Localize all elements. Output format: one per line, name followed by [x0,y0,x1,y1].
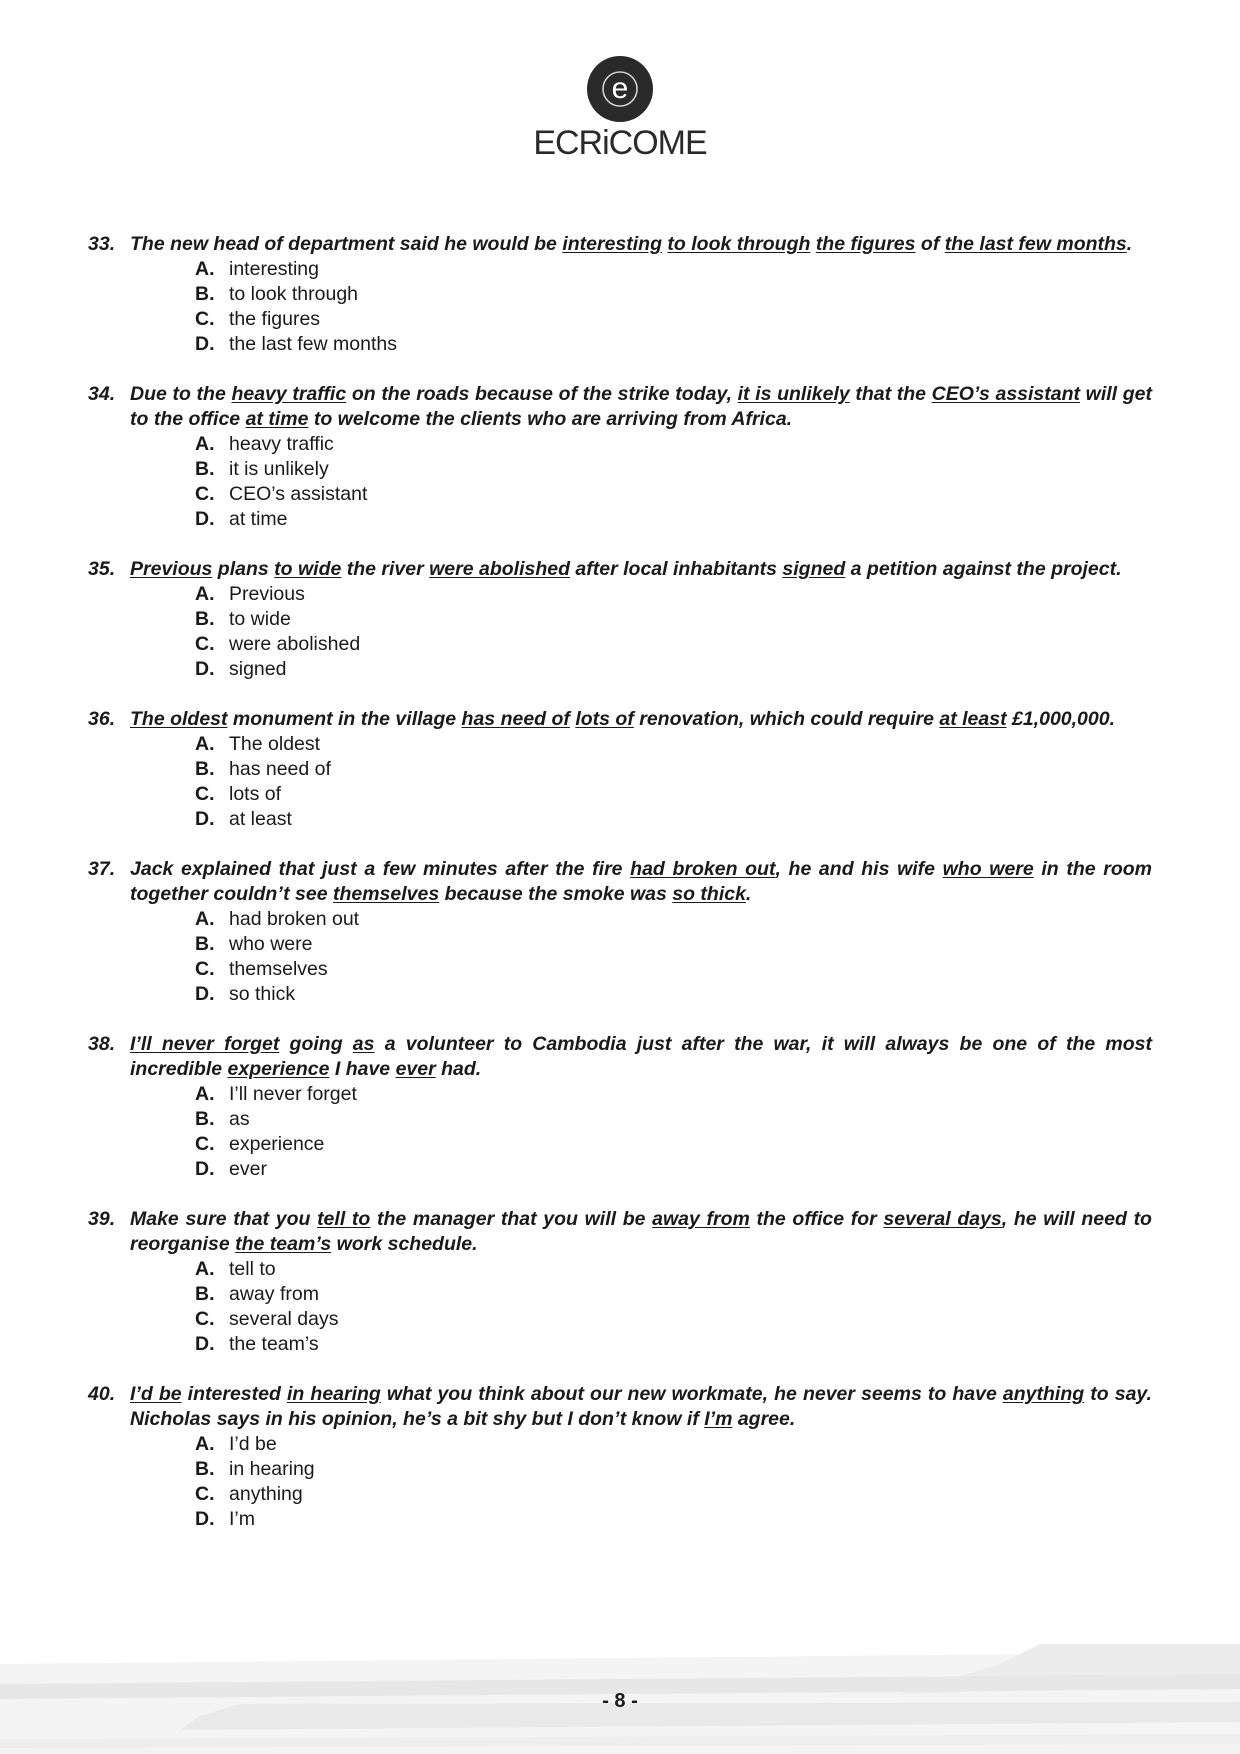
option-letter [195,1482,229,1507]
option-text: Previous [229,583,305,605]
answer-option [195,1332,1152,1357]
question-text-segment: after local inhabitants [570,558,783,580]
option-letter [195,582,229,607]
option-letter-text: D [195,1333,210,1355]
question-text [130,1032,1152,1082]
answer-option [195,782,1152,807]
question-text [130,1207,1152,1257]
question-item [88,382,1152,532]
option-letter-text: B [195,608,210,630]
answer-option [195,607,1152,632]
underlined-phrase: heavy traffic [231,383,347,405]
option-letter-text: D [195,333,210,355]
option-letter [195,1507,229,1532]
question-text-segment: because the smoke was [439,883,673,905]
answer-option [195,432,1152,457]
underlined-phrase: CEO’s assistant [931,383,1081,405]
option-letter-text: D [195,1508,210,1530]
option-letter [195,807,229,832]
answer-options [130,432,1152,532]
page-number: - 8 - [602,1690,638,1712]
option-letter-text: A [195,258,210,280]
question-text-segment: a volunteer to Cambodia just after the war, it will always be one of the most incredible [130,1033,1152,1080]
question-list [88,232,1152,1557]
question-item [88,557,1152,682]
question-text-segment: Jack explained that just a few minutes after the fire [130,858,631,880]
question-text-segment: will get to the office [130,383,1152,430]
question-item [88,1207,1152,1357]
option-letter [195,282,229,307]
option-letter-text: D [195,808,210,830]
option-letter [195,632,229,657]
underlined-phrase: had broken out [630,858,776,880]
answer-option [195,932,1152,957]
underlined-phrase: in hearing [286,1383,381,1405]
answer-option [195,1282,1152,1307]
question-text-segment: work schedule. [331,1233,478,1255]
question-text [130,232,1152,257]
underlined-phrase: lots of [575,708,634,730]
underlined-phrase: signed [782,558,846,580]
option-letter-dot: . [209,433,215,455]
option-letter [195,1132,229,1157]
question-text-segment: monument in the village [227,708,462,730]
option-text: lots of [229,783,282,805]
underlined-phrase: experience [227,1058,330,1080]
option-text: away from [229,1283,319,1305]
option-letter-dot: . [209,1133,215,1155]
underlined-phrase: The oldest [130,708,228,730]
question-text-segment: a petition against the project. [845,558,1122,580]
option-letter [195,1432,229,1457]
question-text-segment: on the roads because of the strike today, [346,383,738,405]
option-letter [195,957,229,982]
option-text: several days [229,1308,339,1330]
answer-option [195,1457,1152,1482]
question-text-segment: , he and his wife [775,858,943,880]
question-item [88,707,1152,832]
option-letter-dot: . [209,1283,215,1305]
answer-options [130,1082,1152,1182]
underlined-phrase: to look through [667,233,811,255]
answer-options [130,582,1152,682]
option-letter [195,432,229,457]
option-letter [195,932,229,957]
question-text [130,857,1152,907]
option-letter-text: C [195,633,210,655]
underlined-phrase: so thick [672,883,746,905]
option-letter-text: B [195,1108,210,1130]
option-text: the last few months [229,333,397,355]
question-number: 38. [88,1033,116,1055]
option-letter-text: C [195,958,210,980]
option-letter [195,1157,229,1182]
option-letter-text: D [195,1158,210,1180]
option-letter [195,757,229,782]
underlined-phrase: the last few months [944,233,1127,255]
question-item [88,1382,1152,1532]
option-letter-dot: . [209,1458,215,1480]
ecricome-e-logo-icon [587,56,653,122]
question-text [130,382,1152,432]
option-letter-dot: . [209,1158,215,1180]
option-letter-text: B [195,458,210,480]
option-letter [195,1282,229,1307]
answer-option [195,307,1152,332]
question-text-segment: Due to the [130,383,232,405]
question-text [130,707,1152,732]
option-letter-dot: . [209,1433,215,1455]
option-letter-text: A [195,433,210,455]
option-text: anything [229,1483,303,1505]
svg-text:e: e [611,72,629,105]
option-letter-dot: . [209,483,215,505]
question-number: 35. [88,558,116,580]
underlined-phrase: I’ll never forget [130,1033,280,1055]
question-text-segment: interested [181,1383,287,1405]
question-number: 37. [88,858,116,880]
option-text: as [229,1108,250,1130]
option-letter-text: C [195,1133,210,1155]
option-letter-text: C [195,483,210,505]
answer-option [195,257,1152,282]
question-number: 33. [88,233,116,255]
answer-options [130,732,1152,832]
option-letter-text: A [195,908,210,930]
option-letter-dot: . [209,808,215,830]
question-text-segment: I have [329,1058,396,1080]
answer-option [195,807,1152,832]
option-text: to wide [229,608,291,630]
option-letter-dot: . [209,608,215,630]
option-letter-dot: . [209,333,215,355]
question-text-segment: . [1126,233,1133,255]
option-letter [195,1082,229,1107]
option-letter-text: A [195,1083,210,1105]
option-text: CEO’s assistant [229,483,368,505]
answer-options [130,1257,1152,1357]
option-letter-text: C [195,1483,210,1505]
option-text: were abolished [229,633,361,655]
answer-option [195,1107,1152,1132]
option-letter-dot: . [209,458,215,480]
answer-option [195,957,1152,982]
option-text: signed [229,658,287,680]
option-text: had broken out [229,908,360,930]
answer-option [195,1432,1152,1457]
option-letter-text: B [195,283,210,305]
question-text-segment: plans [212,558,275,580]
option-letter-dot: . [209,658,215,680]
answer-option [195,332,1152,357]
question-number: 40. [88,1383,116,1405]
question-text-segment: of [915,233,945,255]
option-letter-text: D [195,658,210,680]
option-letter-dot: . [209,1108,215,1130]
option-letter-dot: . [209,1083,215,1105]
brand-name: ECRiCOME [533,124,707,162]
option-text: themselves [229,958,328,980]
option-letter [195,1457,229,1482]
option-letter-text: A [195,1258,210,1280]
question-number: 36. [88,708,116,730]
answer-option [195,1507,1152,1532]
option-text: I’d be [229,1433,277,1455]
answer-option [195,1482,1152,1507]
underlined-phrase: the figures [815,233,916,255]
question-text-segment: . [745,883,752,905]
option-letter [195,907,229,932]
option-letter-dot: . [209,1333,215,1355]
answer-option [195,657,1152,682]
option-letter-dot: . [209,958,215,980]
question-text-segment: to say. Nicholas says in his opinion, he’s a bit shy but I don’t know if [130,1383,1152,1430]
question-text-segment: in the room together couldn’t see [130,858,1152,905]
underlined-phrase: ever [395,1058,436,1080]
option-text: I’m [229,1508,255,1530]
question-item [88,857,1152,1007]
option-text: the team’s [229,1333,319,1355]
answer-option [195,1082,1152,1107]
question-text-segment: , he will need to reorganise [130,1208,1152,1255]
answer-option [195,732,1152,757]
underlined-phrase: themselves [332,883,440,905]
answer-option [195,1257,1152,1282]
option-letter [195,1107,229,1132]
option-letter-dot: . [209,783,215,805]
option-text: ever [229,1158,267,1180]
option-letter-dot: . [209,508,215,530]
underlined-phrase: Previous [130,558,213,580]
option-text: interesting [229,258,319,280]
option-letter [195,507,229,532]
answer-options [130,257,1152,357]
option-letter [195,457,229,482]
option-letter-text: C [195,1308,210,1330]
option-text: heavy traffic [229,433,334,455]
answer-option [195,582,1152,607]
question-text-segment: that the [849,383,932,405]
option-letter-dot: . [209,308,215,330]
option-letter-dot: . [209,983,215,1005]
option-text: at least [229,808,292,830]
question-text-segment: what you think about our new workmate, he never seems to have [380,1383,1003,1405]
answer-option [195,457,1152,482]
option-letter [195,332,229,357]
underlined-phrase: at least [939,708,1007,730]
option-text: I’ll never forget [229,1083,357,1105]
option-text: the figures [229,308,321,330]
option-text: to look through [229,283,359,305]
option-letter-text: A [195,583,210,605]
underlined-phrase: away from [652,1208,750,1230]
option-letter-dot: . [209,633,215,655]
question-text-segment: Make sure that you [130,1208,318,1230]
answer-option [195,1307,1152,1332]
answer-option [195,907,1152,932]
option-letter-dot: . [209,758,215,780]
question-text-segment: renovation, which could require [633,708,940,730]
underlined-phrase: has need of [461,708,570,730]
option-text: so thick [229,983,296,1005]
question-item [88,1032,1152,1182]
question-item [88,232,1152,357]
underlined-phrase: anything [1002,1383,1085,1405]
option-letter-dot: . [209,933,215,955]
option-letter [195,732,229,757]
answer-option [195,507,1152,532]
answer-option [195,282,1152,307]
question-text-segment: £1,000,000. [1006,708,1116,730]
option-letter [195,307,229,332]
question-text [130,557,1152,582]
answer-options [130,1432,1152,1532]
option-text: The oldest [229,733,321,755]
option-text: at time [229,508,288,530]
answer-option [195,982,1152,1007]
option-letter [195,1307,229,1332]
option-letter-text: B [195,933,210,955]
question-number: 34. [88,383,116,405]
question-text-segment: agree. [732,1408,796,1430]
option-text: in hearing [229,1458,315,1480]
answer-option [195,1132,1152,1157]
option-text: experience [229,1133,325,1155]
option-text: tell to [229,1258,276,1280]
option-letter-text: D [195,983,210,1005]
option-letter-dot: . [209,283,215,305]
option-letter-text: C [195,308,210,330]
option-letter [195,1257,229,1282]
option-letter-dot: . [209,1308,215,1330]
option-letter [195,982,229,1007]
question-text-segment: the river [341,558,430,580]
option-letter [195,782,229,807]
answer-options [130,907,1152,1007]
option-letter-dot: . [209,733,215,755]
option-letter [195,607,229,632]
question-text-segment: had. [435,1058,482,1080]
option-letter-text: A [195,1433,210,1455]
underlined-phrase: it is unlikely [737,383,850,405]
question-text-segment: the office for [749,1208,884,1230]
answer-option [195,757,1152,782]
option-letter-dot: . [209,258,215,280]
header-logo [0,56,1240,163]
question-text-segment: the manager that you will be [370,1208,653,1230]
option-letter-text: B [195,758,210,780]
option-letter-dot: . [209,1483,215,1505]
question-text-segment: to welcome the clients who are arriving from Africa. [308,408,793,430]
option-letter-text: C [195,783,210,805]
question-text-segment: going [279,1033,353,1055]
question-text [130,1382,1152,1432]
option-letter-dot: . [209,1258,215,1280]
underlined-phrase: several days [883,1208,1002,1230]
option-letter [195,657,229,682]
underlined-phrase: I’m [704,1408,733,1430]
option-text: who were [229,933,313,955]
underlined-phrase: were abolished [429,558,571,580]
answer-option [195,632,1152,657]
underlined-phrase: who were [942,858,1034,880]
underlined-phrase: tell to [317,1208,371,1230]
underlined-phrase: I’d be [130,1383,182,1405]
underlined-phrase: to wide [274,558,342,580]
option-letter [195,257,229,282]
option-letter [195,1332,229,1357]
underlined-phrase: the team’s [235,1233,332,1255]
underlined-phrase: as [352,1033,375,1055]
option-letter-dot: . [209,908,215,930]
option-letter-dot: . [209,583,215,605]
underlined-phrase: interesting [562,233,662,255]
option-letter-dot: . [209,1508,215,1530]
question-text-segment: The new head of department said he would be [130,233,563,255]
question-number: 39. [88,1208,116,1230]
option-letter-text: D [195,508,210,530]
answer-option [195,482,1152,507]
option-letter-text: B [195,1283,210,1305]
option-letter-text: A [195,733,210,755]
option-letter-text: B [195,1458,210,1480]
answer-option [195,1157,1152,1182]
option-text: has need of [229,758,331,780]
option-text: it is unlikely [229,458,329,480]
underlined-phrase: at time [245,408,309,430]
option-letter [195,482,229,507]
